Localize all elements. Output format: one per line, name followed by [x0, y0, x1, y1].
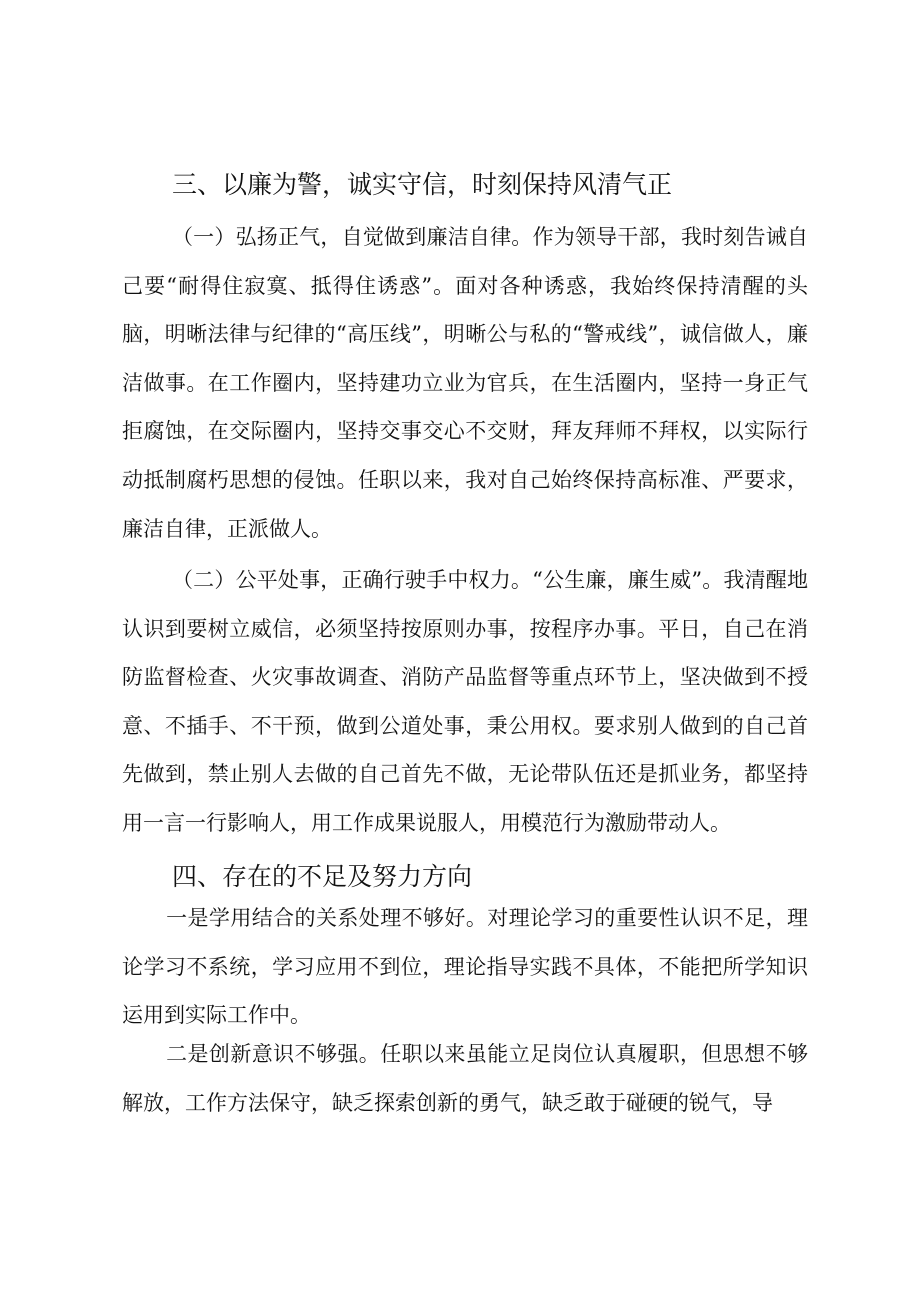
section-heading-3: 三、以廉为警，诚实守信，时刻保持风清气正	[172, 170, 673, 199]
section-3-paragraph-2: （二）公平处事，正确行驶手中权力。“公生廉，廉生威”。我清醒地认识到要树立威信，必须坚持按原则办事，按程序办事。平日，自己在消防监督检查、火灾事故调查、消防产品监督等重点环节上，坚决做到不授意、不插手、不干预，做到公道处事，秉公用权。要求别人做到的自己首先做到，禁止别人去做的自己首先不做，无论带队伍还是抓业务，都坚持用一言一行影响人，用工作成果说服人，用模范行为激励带动人。	[122, 568, 808, 835]
section-4-paragraph-1: 一是学用结合的关系处理不够好。对理论学习的重要性认识不足，理论学习不系统，学习应用不到位，理论指导实践不具体，不能把所学知识运用到实际工作中。	[122, 906, 808, 1028]
section-3-paragraph-1: （一）弘扬正气，自觉做到廉洁自律。作为领导干部，我时刻告诫自己要“耐得住寂寞、抵得住诱惑”。面对各种诱惑，我始终保持清醒的头脑，明晰法律与纪律的“高压线”，明晰公与私的“警戒线”，诚信做人，廉洁做事。在工作圈内，坚持建功立业为官兵，在生活圈内，坚持一身正气拒腐蚀，在交际圈内，坚持交事交心不交财，拜友拜师不拜权，以实际行动抵制腐朽思想的侵蚀。任职以来，我对自己始终保持高标准、严要求，廉洁自律，正派做人。	[122, 225, 808, 541]
section-4-paragraph-2: 二是创新意识不够强。任职以来虽能立足岗位认真履职，但思想不够解放，工作方法保守，缺乏探索创新的勇气，缺乏敢于碰硬的锐气，导	[122, 1042, 808, 1115]
section-heading-4: 四、存在的不足及努力方向	[172, 862, 473, 891]
